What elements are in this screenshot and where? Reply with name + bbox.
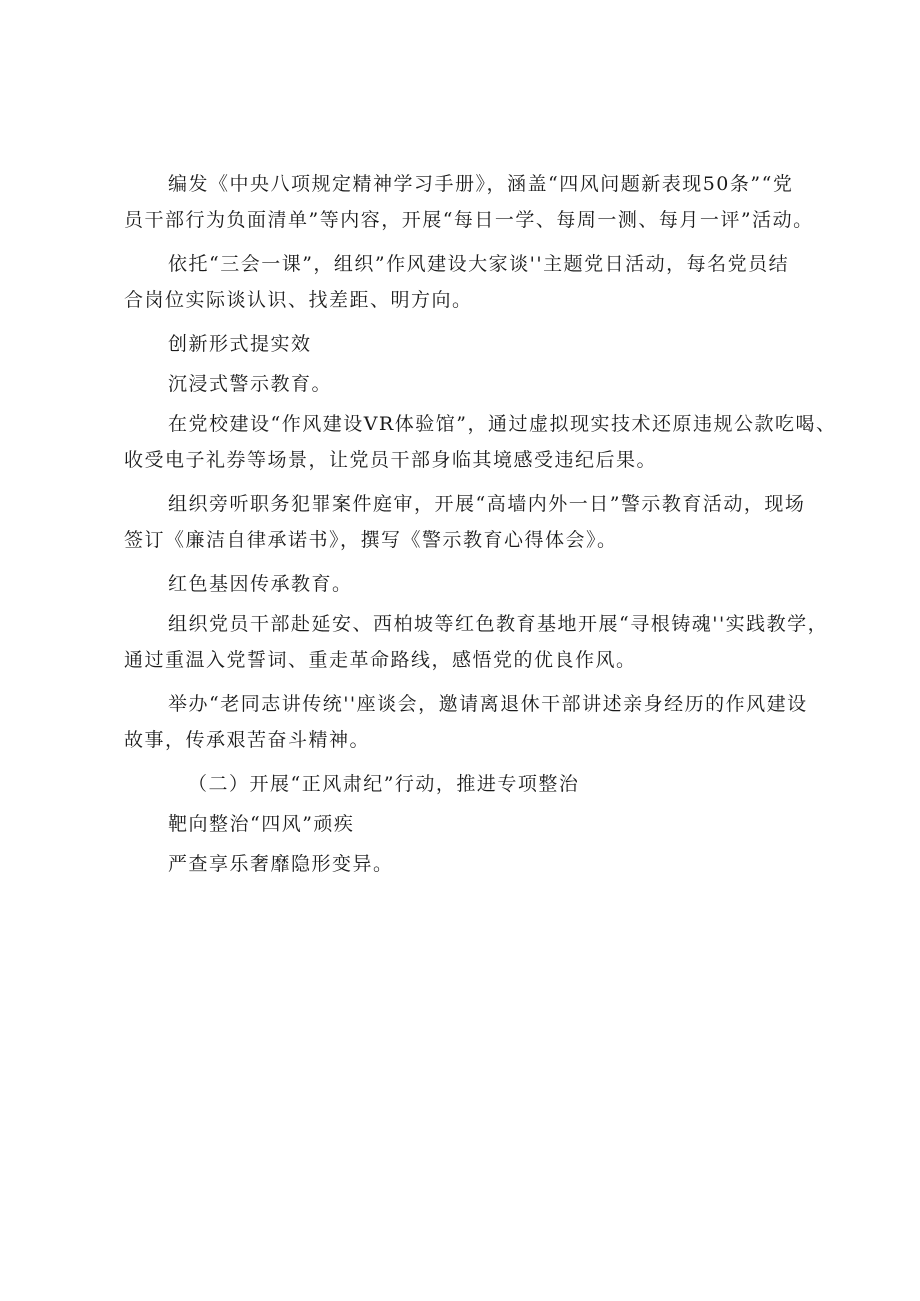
document-body bbox=[124, 166, 837, 886]
text-line: 红色基因传承教育。 bbox=[168, 573, 353, 595]
text-line: 依托“三会一课”，组织”作风建设大家谈''主题党日活动，每名党员结 bbox=[168, 253, 790, 275]
subheading-four-styles bbox=[124, 806, 824, 842]
paragraph-study-handbook bbox=[124, 166, 824, 238]
subheading-innovate-forms bbox=[124, 326, 824, 362]
subheading-hidden-variants bbox=[124, 846, 824, 882]
paragraph-vr-hall bbox=[124, 406, 837, 478]
text-line: 严查享乐奢靡隐形变异。 bbox=[168, 853, 394, 875]
paragraph-court-hearing bbox=[124, 486, 824, 558]
paragraph-red-base-visit bbox=[124, 606, 829, 678]
text-line: 收受电子礼券等场景，让党员干部身临其境感受违纪后果。 bbox=[124, 449, 658, 471]
paragraph-veteran-talk bbox=[124, 686, 824, 758]
text-line: 故事，传承艰苦奋斗精神。 bbox=[124, 729, 371, 751]
text-line: （二）开展“正风肃纪”行动，推进专项整治 bbox=[188, 773, 580, 795]
text-line: 合岗位实际谈认识、找差距、明方向。 bbox=[124, 289, 473, 311]
paragraph-three-meetings bbox=[124, 246, 824, 318]
text-line: 员干部行为负面清单”等内容，开展“每日一学、每周一测、每月一评”活动。 bbox=[124, 209, 814, 231]
text-line: 举办“老同志讲传统''座谈会，邀请离退休干部讲述亲身经历的作风建设 bbox=[168, 693, 808, 715]
text-line: 靶向整治“四风”顽疾 bbox=[168, 813, 355, 835]
text-line: 沉浸式警示教育。 bbox=[168, 373, 333, 395]
text-line: 签订《廉洁自律承诺书》，撰写《警示教育心得体会》。 bbox=[124, 529, 618, 551]
subheading-red-gene bbox=[124, 566, 824, 602]
text-line: 通过重温入党誓词、重走革命路线，感悟党的优良作风。 bbox=[124, 649, 637, 671]
text-line: 组织旁听职务犯罪案件庭审，开展“高墙内外一日”警示教育活动，现场 bbox=[168, 493, 806, 515]
text-line: 在党校建设“作风建设VR体验馆”，通过虚拟现实技术还原违规公款吃喝、 bbox=[168, 413, 837, 435]
subheading-immersive-warning bbox=[124, 366, 824, 402]
text-line: 创新形式提实效 bbox=[168, 333, 312, 355]
text-line: 组织党员干部赴延安、西柏坡等红色教育基地开展“寻根铸魂''实践教学， bbox=[168, 613, 829, 635]
text-line: 编发《中央八项规定精神学习手册》，涵盖“四风问题新表现50条”“党 bbox=[168, 173, 794, 195]
section-heading-discipline bbox=[124, 766, 824, 802]
